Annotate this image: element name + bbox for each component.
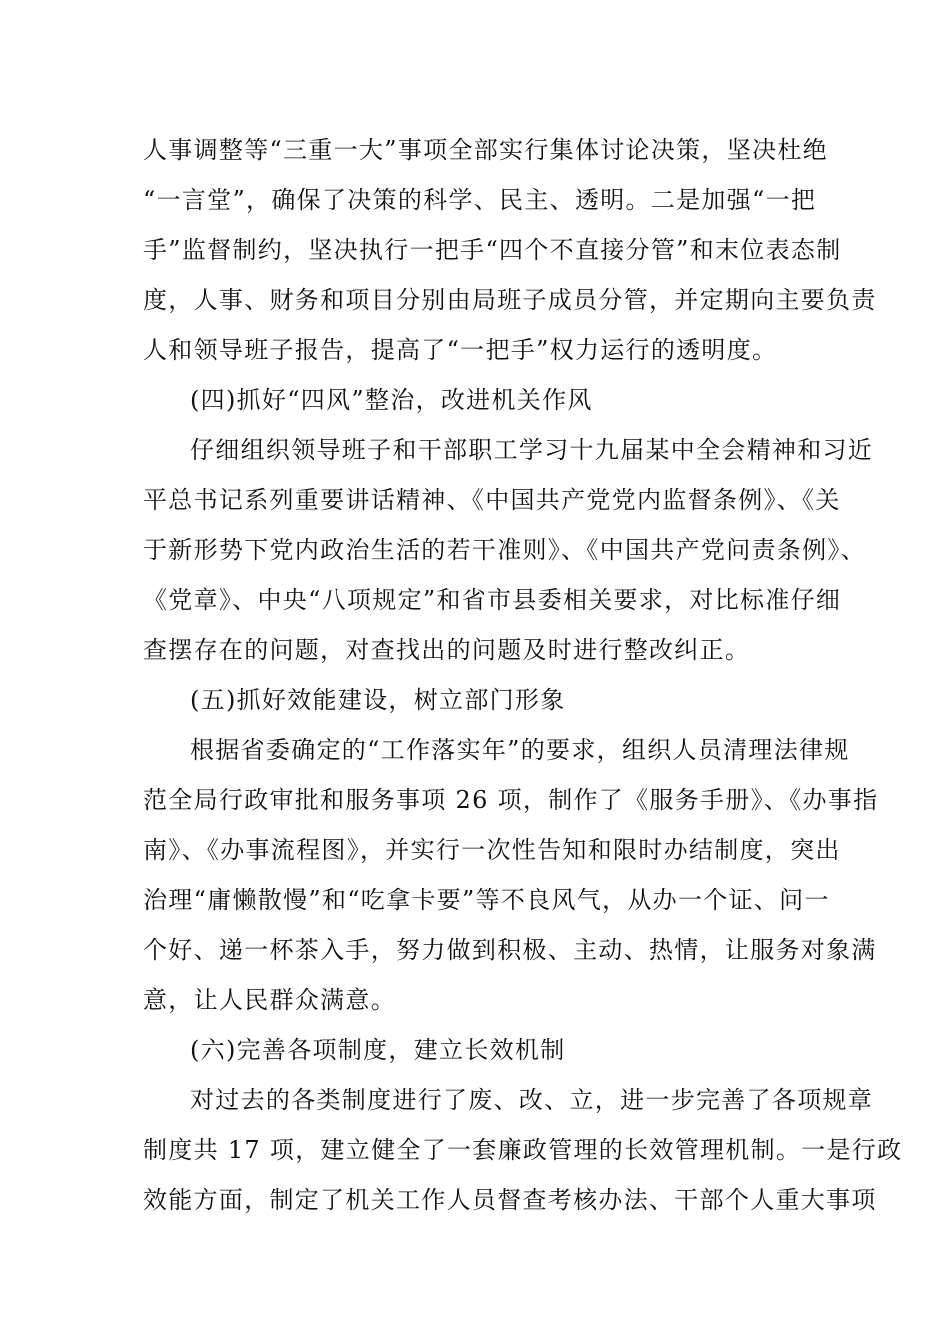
body-text-line: 《党章》、中央“八项规定”和省市县委相关要求，对比标准仔细: [143, 586, 842, 614]
body-text-line: 于新形势下党内政治生活的若干准则》、《中国共产党问责条例》、: [143, 536, 866, 564]
body-text-line: “一言堂”，确保了决策的科学、民主、透明。二是加强“一把: [143, 186, 817, 214]
body-text-line: 制度共 17 项，建立健全了一套廉政管理的长效管理机制。一是行政: [143, 1136, 903, 1164]
body-text-line: 意，让人民群众满意。: [143, 986, 396, 1014]
body-text-line: 人和领导班子报告，提高了“一把手”权力运行的透明度。: [143, 336, 778, 364]
body-text-line: 效能方面，制定了机关工作人员督查考核办法、干部个人重大事项: [143, 1186, 877, 1214]
body-text-line: 南》、《办事流程图》，并实行一次性告知和限时办结制度，突出: [143, 836, 841, 864]
body-text-line: 仔细组织领导班子和干部职工学习十九届某中全会精神和习近: [190, 436, 874, 464]
body-text-line: 根据省委确定的“工作落实年”的要求，组织人员清理法律规: [190, 736, 850, 764]
body-text-line: 个好、递一杯茶入手，努力做到积极、主动、热情，让服务对象满: [143, 936, 877, 964]
section-heading-6: (六)完善各项制度，建立长效机制: [190, 1036, 566, 1064]
body-text-line: 查摆存在的问题，对查找出的问题及时进行整改纠正。: [143, 636, 751, 664]
body-text-line: 手”监督制约，坚决执行一把手“四个不直接分管”和末位表态制: [143, 236, 842, 264]
body-text-line: 范全局行政审批和服务事项 26 项，制作了《服务手册》、《办事指: [143, 786, 879, 814]
body-text-line: 对过去的各类制度进行了废、改、立，进一步完善了各项规章: [190, 1086, 874, 1114]
body-text-line: 平总书记系列重要讲话精神、《中国共产党党内监督条例》、《关: [143, 486, 841, 514]
section-heading-5: (五)抓好效能建设，树立部门形象: [190, 686, 566, 714]
body-text-line: 治理“庸懒散慢”和“吃拿卡要”等不良风气，从办一个证、问一: [143, 886, 830, 914]
section-heading-4: (四)抓好“四风”整治，改进机关作风: [190, 386, 593, 414]
body-text-line: 度，人事、财务和项目分别由局班子成员分管，并定期向主要负责: [143, 286, 877, 314]
body-text-line: 人事调整等“三重一大”事项全部实行集体讨论决策，坚决杜绝: [143, 136, 828, 164]
